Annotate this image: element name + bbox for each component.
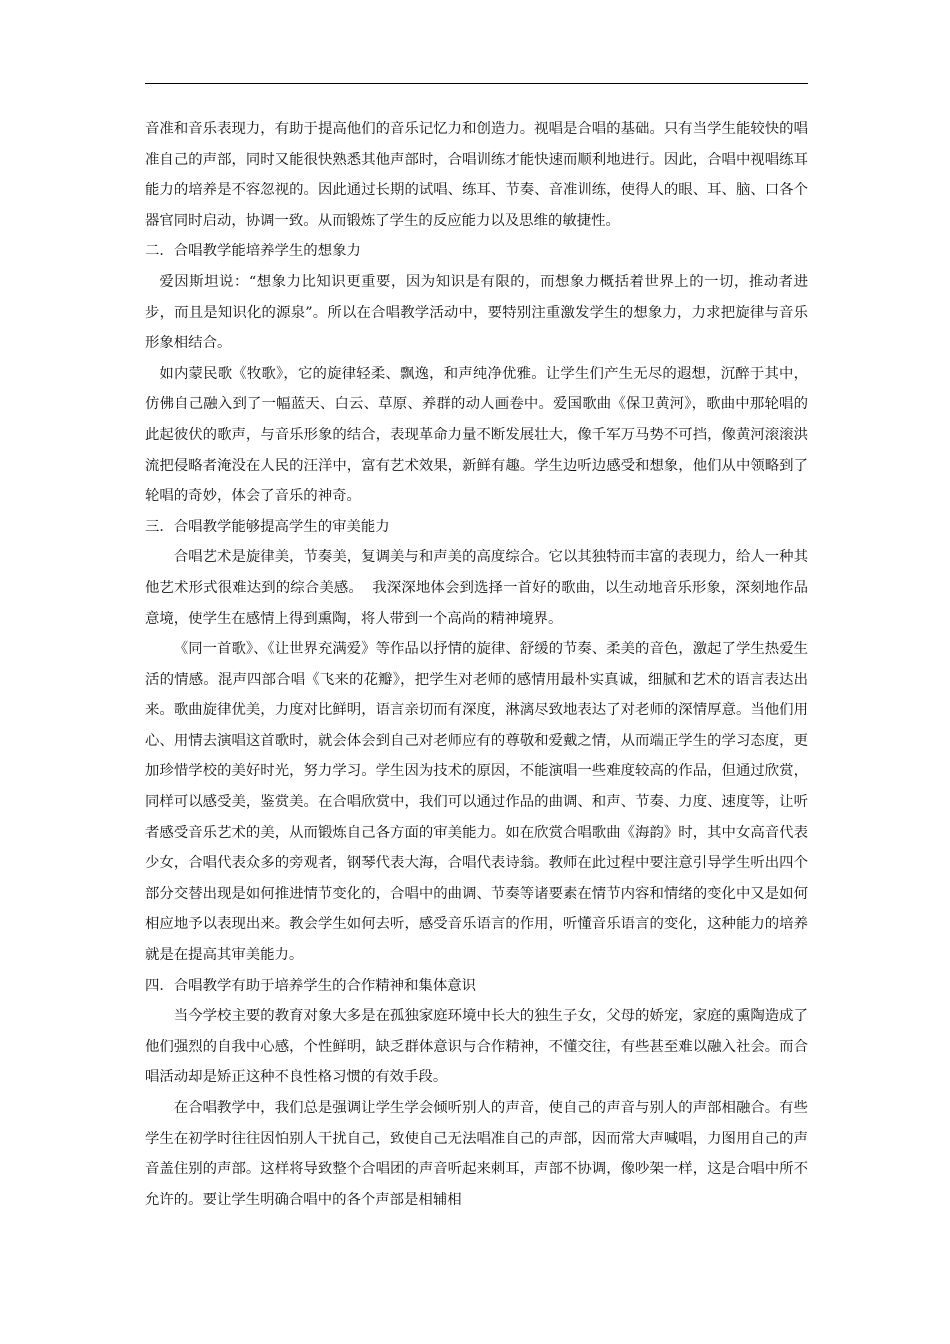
section-heading-imagination: 二．合唱教学能培养学生的想象力 <box>145 243 361 260</box>
paragraph-song-examples: 如内蒙民歌《牧歌》，它的旋律轻柔、飘逸，和声纯净优雅。让学生们产生无尽的遐想，沉醉于其中，仿佛自己融入到了一幅蓝天、白云、草原、养群的动人画卷中。爱国歌曲《保卫黄河》，歌曲中那轮唱的此起彼伏的歌声，与音乐形象的结合，表现革命力量不断发展壮大，像千军万马势不可挡，像黄河滚滚洪流把侵略者淹没在人民的汪洋中，富有艺术效果，新鲜有趣。学生边听边感受和想象，他们从中领略到了轮唱的奇妙，体会了音乐的神奇。 <box>145 365 808 505</box>
section-heading-cooperation: 四．合唱教学有助于培养学生的合作精神和集体意识 <box>145 977 476 994</box>
paragraph-choral-art: 合唱艺术是旋律美，节奏美，复调美与和声美的高度综合。它以其独特而丰富的表现力，给人一种其他艺术形式很难达到的综合美感。 我深深地体会到选择一首好的歌曲，以生动地音乐形象，深刻地作品意境，使学生在感情上得到熏陶，将人带到一个高尚的精神境界。 <box>145 549 808 627</box>
paragraph-sight-singing: 音准和音乐表现力，有助于提高他们的音乐记忆力和创造力。视唱是合唱的基础。只有当学生能较快的唱准自己的声部，同时又能很快熟悉其他声部时，合唱训练才能快速而顺利地进行。因此，合唱中视唱练耳能力的培养是不容忽视的。因此通过长期的试唱、练耳、节奏、音准训练，使得人的眼、耳、脑、口各个器官同时启动，协调一致。从而锻炼了学生的反应能力以及思维的敏捷性。 <box>145 121 808 229</box>
paragraph-works-appreciation: 《同一首歌》、《让世界充满爱》等作品以抒情的旋律、舒缓的节奏、柔美的音色，激起了学生热爱生活的情感。混声四部合唱《飞来的花瓣》，把学生对老师的感情用最朴实真诚，细腻和艺术的语言表达出来。歌曲旋律优美，力度对比鲜明，语言亲切而有深度，淋漓尽致地表达了对老师的深情厚意。当他们用心、用情去演唱这首歌时，就会体会到自己对老师应有的尊敬和爱戴之情，从而端正学生的学习态度，更加珍惜学校的美好时光，努力学习。学生因为技术的原因，不能演唱一些难度较高的作品，但通过欣赏，同样可以感受美，鉴赏美。在合唱欣赏中，我们可以通过作品的曲调、和声、节奏、力度、速度等，让听者感受音乐艺术的美，从而锻炼自己各方面的审美能力。如在欣赏合唱歌曲《海韵》时，其中女高音代表少女，合唱代表众多的旁观者，钢琴代表大海，合唱代表诗翁。教师在此过程中要注意引导学生听出四个部分交替出现是如何推进情节变化的，合唱中的曲调、节奏等诸要素在情节内容和情绪的变化中又是如何相应地予以表现出来。教会学生如何去听，感受音乐语言的作用，听懂音乐语言的变化，这种能力的培养就是在提高其审美能力。 <box>145 641 808 964</box>
paragraph-einstein-quote: 爱因斯坦说：“想象力比知识更重要，因为知识是有限的，而想象力概括着世界上的一切，推动者进步，而且是知识化的源泉”。所以在合唱教学活动中，要特别注重激发学生的想象力，力求把旋律与音乐形象相结合。 <box>145 273 808 352</box>
document-body <box>145 114 808 1215</box>
section-heading-aesthetics: 三．合唱教学能够提高学生的审美能力 <box>145 518 390 535</box>
header-rule <box>145 83 808 84</box>
paragraph-only-children: 当今学校主要的教育对象大多是在孤独家庭环境中长大的独生子女，父母的娇宠，家庭的熏陶造成了他们强烈的自我中心感，个性鲜明，缺乏群体意识与合作精神，不懂交往，有些甚至难以融入社会。而合唱活动却是矫正这种不良性格习惯的有效手段。 <box>145 1008 808 1086</box>
paragraph-listening-harmony: 在合唱教学中，我们总是强调让学生学会倾听别人的声音，使自己的声音与别人的声部相融合。有些学生在初学时往往因怕别人干扰自己，致使自己无法唱准自己的声部，因而常大声喊唱，力图用自己的声音盖住别的声部。这样将导致整个合唱团的声音听起来刺耳，声部不协调，像吵架一样，这是合唱中所不允许的。要让学生明确合唱中的各个声部是相辅相 <box>145 1100 808 1208</box>
